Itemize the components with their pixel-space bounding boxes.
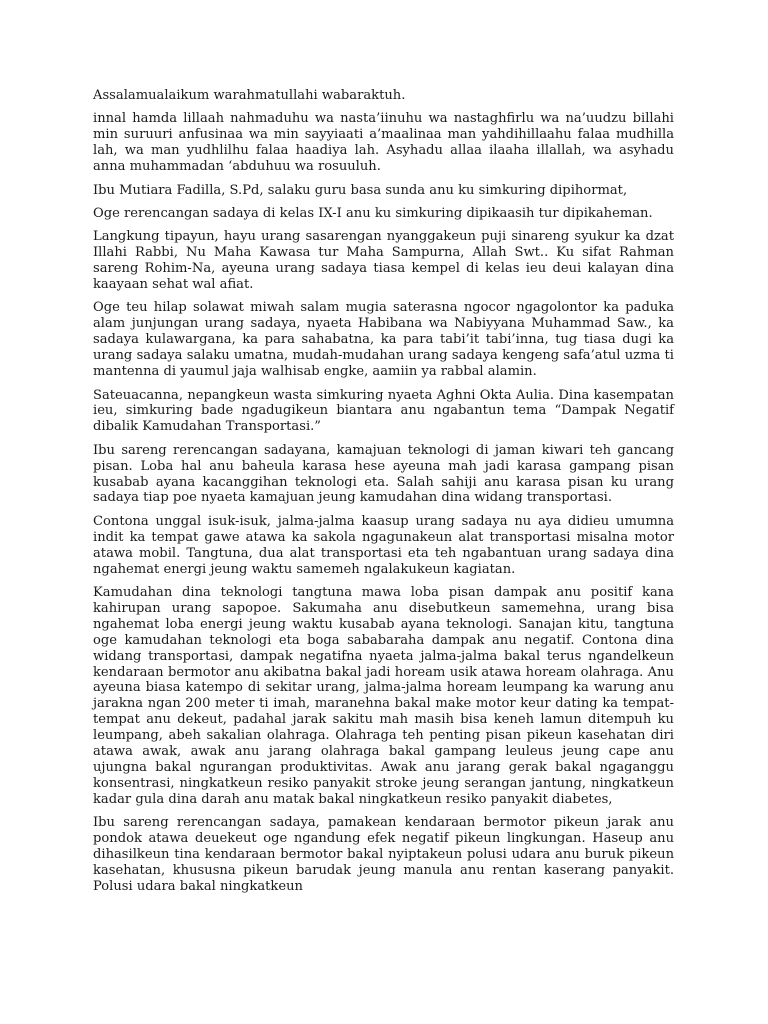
solawat-paragraph: Oge teu hilap solawat miwah salam mugia saterasna ngocor ngagolontor ka paduka alam junjungan urang sadaya, nyaeta Habibana wa Nabiyyana Muhammad Saw., ka sadaya kulawargana, ka para sahabatna, ka para tabi’it tabi’inna, tug tiasa dugi ka urang sadaya salaku umatna, mudah-mudahan urang sadaya kengeng safa’atul uzma ti mantenna di yaumul jaja walhisab engke, aamiin ya rabbal alamin. [93,300,674,380]
transport-example-paragraph: Contona unggal isuk-isuk, jalma-jalma kaasup urang sadaya nu aya didieu umumna indit ka tempat gawe atawa ka sakola ngagunakeun alat transportasi misalna motor atawa mobil. Tangtuna, dua alat transportasi eta teh ngabantuan urang sadaya dina ngahemat energi jeung waktu samemeh ngalakukeun kagiatan. [93,513,674,577]
teacher-salutation-paragraph: Ibu Mutiara Fadilla, S.Pd, salaku guru basa sunda anu ku simkuring dipihormat, [93,182,628,198]
gratitude-paragraph: Langkung tipayun, hayu urang sasarengan nyanggakeun puji sinareng syukur ka dzat Illahi Rabbi, Nu Maha Kawasa tur Maha Sampurna, Allah Swt.. Ku sifat Rahman sareng Rohim-Na, ayeuna urang sadaya tiasa kempel di kelas ieu deui kalayan dina kaayaan sehat wal afiat. [93,229,674,293]
environment-impact-paragraph: Ibu sareng rerencangan sadaya, pamakean kendaraan bermotor pikeun jarak anu pondok atawa deuekeut oge ngandung efek negatif pikeun lingkungan. Haseup anu dihasilkeun tina kendaraan bermotor bakal nyiptakeun polusi udara anu buruk pikeun kasehatan, khususna pikeun barudak jeung manula anu rentan kaserang panyakit. Polusi udara bakal ningkatkeun [93,815,674,894]
greeting-paragraph: Assalamualaikum warahmatullahi wabaraktuh. [93,88,406,103]
document-body [93,88,674,902]
classmates-salutation-paragraph: Oge rerencangan sadaya di kelas IX-I anu ku simkuring dipikaasih tur dipikaheman. [93,205,653,221]
opening-prayer-paragraph: innal hamda lillaah nahmaduhu wa nasta’iinuhu wa nastaghfirlu wa na’uudzu billahi min suruuri anfusinaa wa min sayyiaati a’maalinaa man yahdihillaahu falaa mudhilla lah, wa man yudhlilhu falaa haadiya lah. Asyhadu allaa ilaaha illallah, wa asyhadu anna muhammadan ‘abduhuu wa rosuuluh. [93,111,674,175]
introduction-paragraph: Sateuacanna, nepangkeun wasta simkuring nyaeta Aghni Okta Aulia. Dina kasempatan ieu, simkuring bade ngadugikeun biantara anu ngabantun tema “Dampak Negatif dibalik Kamudahan Transportasi.” [93,387,674,435]
negative-impact-paragraph: Kamudahan dina teknologi tangtuna mawa loba pisan dampak anu positif kana kahirupan urang sapopoe. Sakumaha anu disebutkeun samemehna, urang bisa ngahemat loba energi jeung waktu kusabab ayana teknologi. Sanajan kitu, tangtuna oge kamudahan teknologi eta boga sababaraha dampak anu negatif. Contona dina widang transportasi, dampak negatifna nyaeta jalma-jalma bakal terus ngandelkeun kendaraan bermotor anu akibatna bakal jadi hoream usik atawa hoream olahraga. Anu ayeuna biasa katempo di sekitar urang, jalma-jalma hoream leumpang ka warung anu jarakna ngan 200 meter ti imah, maranehna bakal make motor keur dating ka tempat-tempat anu dekeut, padahal jarak sakitu mah masih bisa keneh lamun ditempuh ku leumpang, abeh sakalian olahraga. Olahraga teh penting pisan pikeun kasehatan diri atawa awak, awak anu jarang olahraga bakal gampang leuleus jeung cape anu ujungna bakal ngurangan produktivitas. Awak anu jarang gerak bakal ngaganggu konsentrasi, ningkatkeun resiko panyakit stroke jeung serangan jantung, ningkatkeun kadar gula dina darah anu matak bakal ningkatkeun resiko panyakit diabetes, [93,584,674,807]
technology-progress-paragraph: Ibu sareng rerencangan sadayana, kamajuan teknologi di jaman kiwari teh gancang pisan. Loba hal anu baheula karasa hese ayeuna mah jadi karasa gampang pisan kusabab ayana kacanggihan teknologi eta. Salah sahiji anu karasa pisan ku urang sadaya tiap poe nyaeta kamajuan jeung kamudahan dina widang transportasi. [93,442,674,506]
